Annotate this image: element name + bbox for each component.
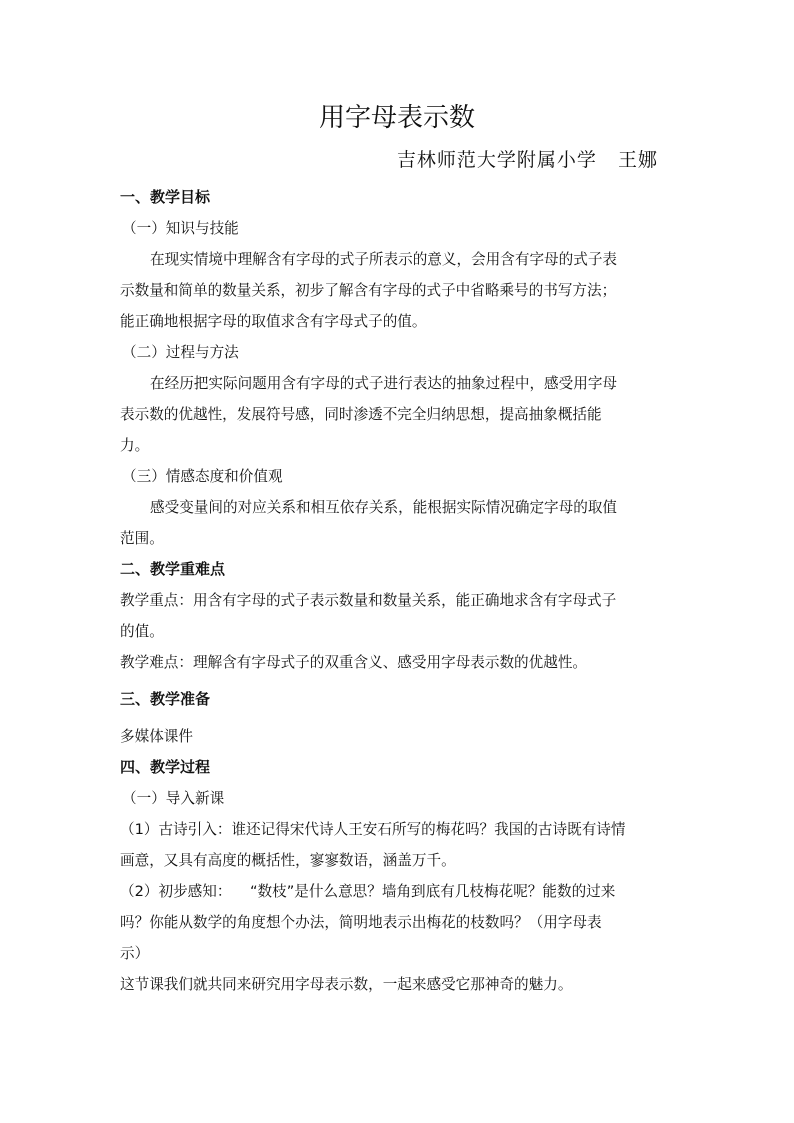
author-line: 吉林师范大学附属小学 王娜 [396, 149, 658, 171]
paragraph-line: 能正确地根据字母的取值求含有字母式子的值。 [120, 313, 427, 330]
section-heading-keypoints: 二、教学重难点 [120, 560, 226, 578]
paragraph-line: 这节课我们就共同来研究用字母表示数，一起来感受它那神奇的魅力。 [120, 976, 573, 993]
paragraph-line: 示） [120, 945, 150, 962]
section-heading-prep: 三、教学准备 [120, 690, 211, 708]
subheading-knowledge: （一）知识与技能 [122, 220, 239, 237]
paragraph-line: （1）古诗引入：谁还记得宋代诗人王安石所写的梅花吗？我国的古诗既有诗情 [120, 821, 626, 838]
paragraph-line: 表示数的优越性，发展符号感，同时渗透不完全归纳思想，提高抽象概括能 [120, 406, 602, 423]
paragraph-line: 力。 [120, 437, 150, 454]
paragraph-line: 教学重点：用含有字母的式子表示数量和数量关系，能正确地求含有字母式子 [120, 592, 617, 609]
subheading-intro: （一）导入新课 [122, 790, 225, 807]
paragraph-line: （2）初步感知： “数枝”是什么意思？墙角到底有几枝梅花呢？能数的过来 [120, 883, 616, 900]
section-heading-procedure: 四、教学过程 [120, 758, 211, 776]
paragraph-line: 的值。 [120, 623, 164, 640]
paragraph-line: 范围。 [120, 530, 164, 547]
subheading-emotion: （三）情感态度和价值观 [122, 468, 283, 485]
paragraph-line: 在经历把实际问题用含有字母的式子进行表达的抽象过程中，感受用字母 [150, 375, 618, 392]
paragraph-line: 教学难点：理解含有字母式子的双重含义、感受用字母表示数的优越性。 [120, 654, 588, 671]
paragraph-line: 多媒体课件 [120, 728, 193, 745]
subheading-process: （二）过程与方法 [122, 344, 239, 361]
paragraph-line: 示数量和简单的数量关系，初步了解含有字母的式子中省略乘号的书写方法； [120, 282, 617, 299]
paragraph-line: 在现实情境中理解含有字母的式子所表示的意义，会用含有字母的式子表 [150, 251, 618, 268]
paragraph-line: 吗？你能从数学的角度想个办法，简明地表示出梅花的枝数吗？（用字母表 [120, 914, 602, 931]
document-body [120, 182, 668, 1000]
paragraph-line: 感受变量间的对应关系和相互依存关系，能根据实际情况确定字母的取值 [150, 499, 618, 516]
section-heading-goals: 一、教学目标 [120, 188, 211, 206]
document-title: 用字母表示数 [318, 103, 475, 133]
paragraph-line: 画意，又具有高度的概括性，寥寥数语，涵盖万千。 [120, 852, 456, 869]
